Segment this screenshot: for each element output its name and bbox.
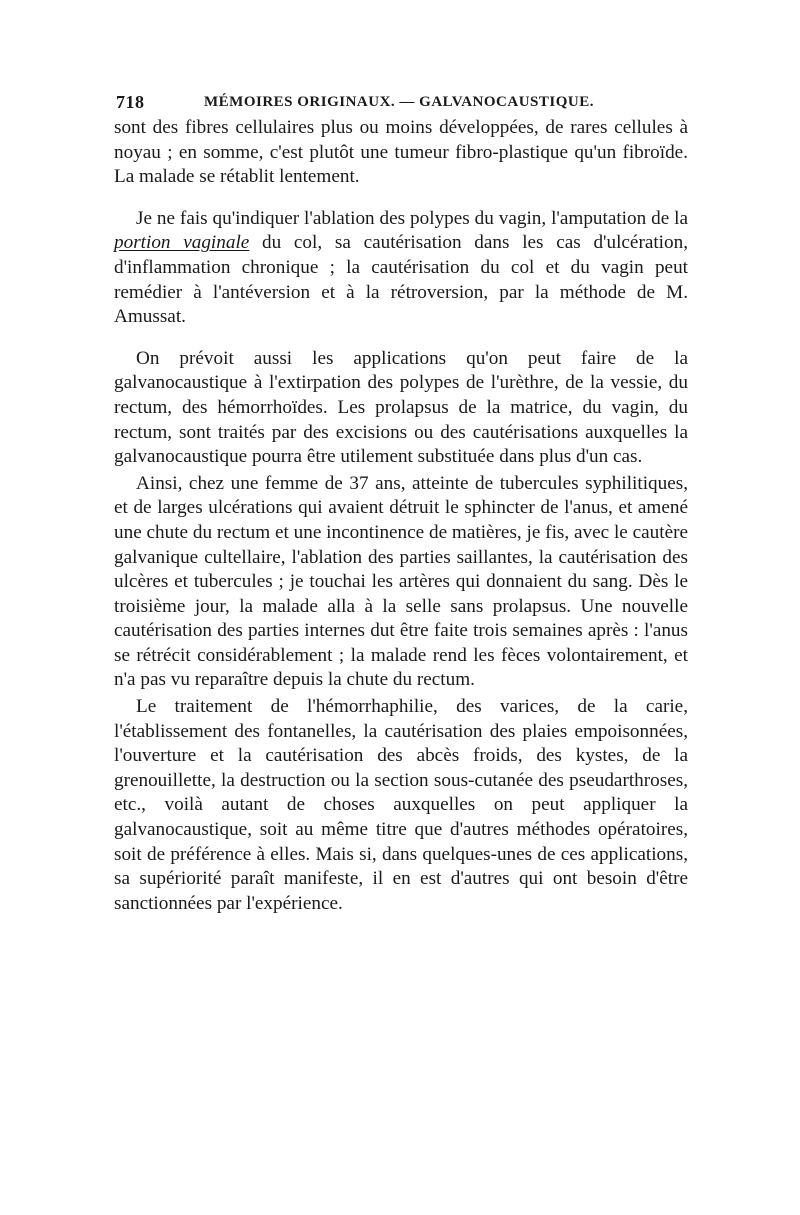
book-page (114, 88, 688, 916)
running-header (114, 88, 688, 116)
paragraph-1: sont des fibres cellulaires plus ou moins développées, de rares cellules à noyau ; en somme, c'est plutôt une tumeur fibro-plastique qu'un fibroïde. La malade se rétablit lentement. (114, 117, 688, 188)
page-number: 718 (116, 92, 145, 112)
paragraph-2-start: Je ne fais qu'indiquer l'ablation des polypes du vagin, l'amputation de la (136, 207, 688, 229)
paragraph-2-end: du col, sa cautérisation dans les cas d'ulcération, d'inflammation chronique ; la cautérisation du col et du vagin peut remédier à l'antéversion et à la rétroversion, par la méthode de M. Amussat. (114, 232, 688, 328)
paragraph-3: On prévoit aussi les applications qu'on peut faire de la galvanocaustique à l'extirpation des polypes de l'urèthre, de la vessie, du rectum, des hémorrhoïdes. Les prolapsus de la matrice, du vagin, du rectum, sont traités par des excisions ou des cautérisations auxquelles la galvanocaustique pourra être utilement substituée dans plus d'un cas. (114, 347, 688, 468)
running-title: MÉMOIRES ORIGINAUX. — GALVANOCAUSTIQUE. (204, 94, 594, 110)
paragraph-4: Ainsi, chez une femme de 37 ans, atteinte de tubercules syphilitiques, et de larges ulcérations qui avaient détruit le sphincter de l'anus, et amené une chute du rectum et une incontinence de matières, je fis, avec le cautère galvanique cultellaire, l'ablation des parties saillantes, la cautérisation des ulcères et tubercules ; je touchai les artères qui donnaient du sang. Dès le troisième jour, la malade alla à la selle sans prolapsus. Une nouvelle cautérisation des parties internes dut être faite trois semaines après : l'anus se rétrécit considérablement ; la malade rend les fèces volontairement, et n'a pas vu reparaître depuis la chute du rectum. (114, 472, 688, 691)
paragraph-2-emphasis: portion vaginale (114, 232, 250, 254)
paragraph-2 (114, 207, 688, 330)
paragraph-5: Le traitement de l'hémorrhaphilie, des varices, de la carie, l'établissement des fontanelles, la cautérisation des plaies empoisonnées, l'ouverture et la cautérisation des abcès froids, des kystes, de la grenouillette, la destruction ou la section sous-cutanée des pseudarthroses, etc., voilà autant de choses auxquelles on peut appliquer la galvanocaustique, soit au même titre que d'autres méthodes opératoires, soit de préférence à elles. Mais si, dans quelques-unes de ces applications, sa supériorité paraît manifeste, il en est d'autres qui ont besoin d'être sanctionnées par l'expérience. (114, 696, 688, 914)
body-text (114, 116, 688, 916)
